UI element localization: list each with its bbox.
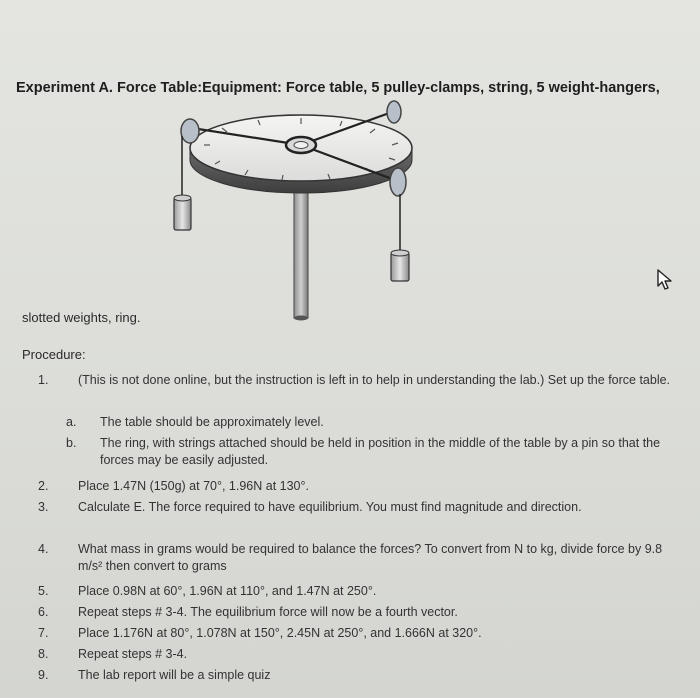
equipment-continuation: slotted weights, ring. <box>22 310 141 325</box>
mouse-pointer-icon <box>656 268 678 292</box>
experiment-heading: Experiment A. Force Table:Equipment: Force table, 5 pulley-clamps, string, 5 weight-hangers, <box>16 80 660 96</box>
document-page: Experiment A. Force Table:Equipment: Force table, 5 pulley-clamps, string, 5 weight-hangers, slotted weights, ring. Procedure: 1. (This is not done online, but the instruction is left in to help in understanding the lab.) Set up the force table. a. The table should be approximately level. b. The ring, with strings attached should be held in position in the middle of the table by a pin so that the forces may be easily adjusted. 2. Place 1.47N (150g) at 70°, 1.96N at 130°. 3. Calculate E. The force required to have equilibrium. You must find magnitude and direction. 4. What mass in grams would be required to balance the forces? To convert from N to kg, divide force by 9.8 m/s² then convert to grams 5. Place 0.98N at 60°, 1.96N at 110°, and 1.47N at 250°. 6. Repeat steps # 3-4. The equilibrium force will now be a fourth vector. 7. Place 1.176N at 80°, 1.078N at 150°, 2.45N at 250°, and 1.666N at 320°. 8. Repeat steps # 3-4. 9. The lab report will be a simple quiz <box>0 0 700 698</box>
force-table-illustration <box>170 98 440 323</box>
procedure-label: Procedure: <box>22 347 86 362</box>
